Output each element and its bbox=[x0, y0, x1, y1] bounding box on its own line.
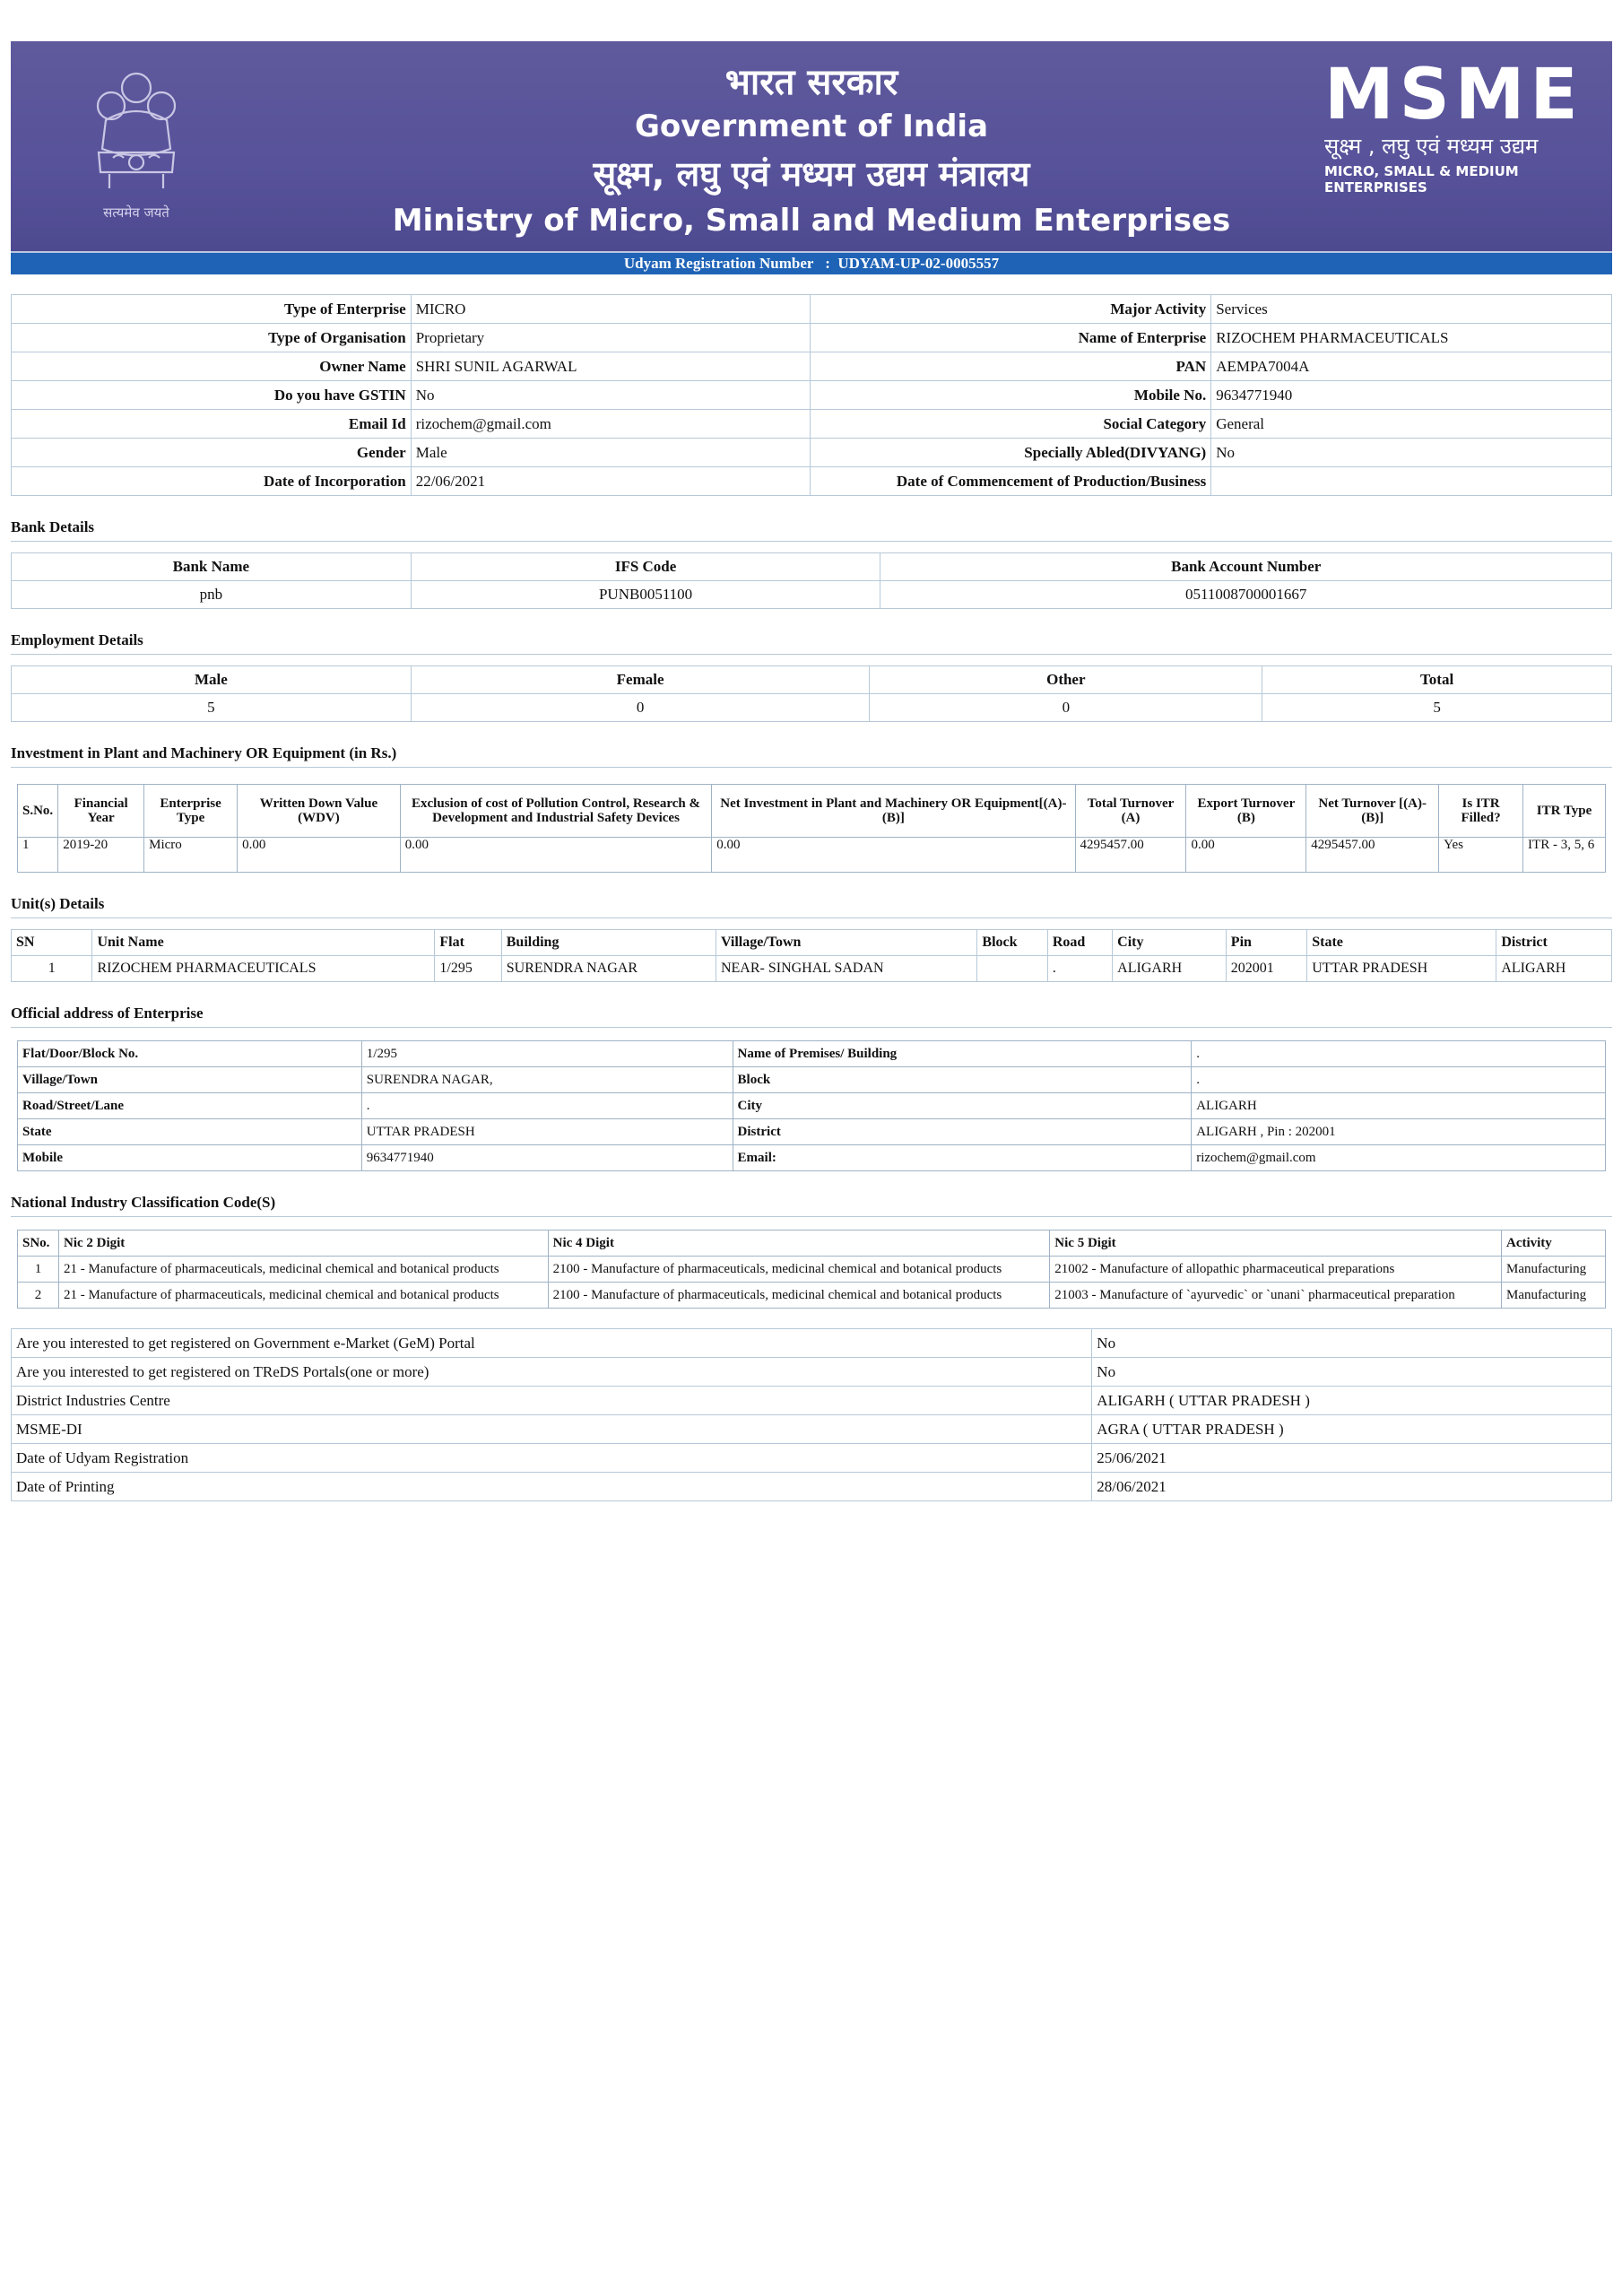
table-cell: 0 bbox=[870, 694, 1262, 722]
field-label: Are you interested to get registered on TReDS Portals(one or more) bbox=[12, 1358, 1092, 1387]
bank-details-heading: Bank Details bbox=[11, 514, 1612, 542]
column-header: Enterprise Type bbox=[144, 785, 238, 838]
column-header: Net Investment in Plant and Machinery OR Equipment[(A)-(B)] bbox=[712, 785, 1075, 838]
svg-text:सत्यमेव जयते: सत्यमेव जयते bbox=[103, 204, 169, 221]
column-header: State bbox=[1307, 930, 1496, 956]
table-cell: 5 bbox=[1262, 694, 1612, 722]
field-value: SURENDRA NAGAR, bbox=[361, 1067, 733, 1093]
field-label: Village/Town bbox=[18, 1067, 362, 1093]
column-header: Activity bbox=[1501, 1231, 1605, 1257]
registration-number-value: UDYAM-UP-02-0005557 bbox=[837, 255, 1000, 272]
table-row bbox=[12, 410, 1612, 439]
official-address-heading: Official address of Enterprise bbox=[11, 1000, 1612, 1028]
field-value: 25/06/2021 bbox=[1092, 1444, 1612, 1473]
field-label: Name of Enterprise bbox=[811, 324, 1211, 352]
field-label: Type of Organisation bbox=[12, 324, 412, 352]
field-value: No bbox=[1092, 1358, 1612, 1387]
employment-details-heading: Employment Details bbox=[11, 627, 1612, 655]
table-cell: UTTAR PRADESH bbox=[1307, 956, 1496, 982]
employment-details-table bbox=[11, 665, 1612, 722]
table-cell bbox=[977, 956, 1047, 982]
column-header: Pin bbox=[1226, 930, 1306, 956]
table-cell: 5 bbox=[12, 694, 412, 722]
table-row bbox=[18, 1119, 1606, 1145]
table-row bbox=[12, 1358, 1612, 1387]
column-header: Village/Town bbox=[716, 930, 976, 956]
field-label: Date of Incorporation bbox=[12, 467, 412, 496]
header-banner bbox=[11, 41, 1612, 251]
field-label: Social Category bbox=[811, 410, 1211, 439]
table-row bbox=[12, 295, 1612, 324]
table-cell: 202001 bbox=[1226, 956, 1306, 982]
registration-number-label: Udyam Registration Number bbox=[623, 255, 814, 272]
table-cell: 0.00 bbox=[712, 838, 1075, 873]
column-header: Total Turnover (A) bbox=[1075, 785, 1186, 838]
field-label: Date of Commencement of Production/Business bbox=[811, 467, 1211, 496]
table-cell: 21002 - Manufacture of allopathic pharmaceutical preparations bbox=[1050, 1257, 1502, 1283]
investment-heading: Investment in Plant and Machinery OR Equipment (in Rs.) bbox=[11, 740, 1612, 768]
field-value: No bbox=[411, 381, 811, 410]
hindi-govt-title: भारत सरकार bbox=[724, 62, 898, 103]
column-header: ITR Type bbox=[1523, 785, 1606, 838]
table-row bbox=[18, 838, 1606, 873]
table-cell: 21 - Manufacture of pharmaceuticals, medicinal chemical and botanical products bbox=[58, 1283, 548, 1309]
field-value: MICRO bbox=[411, 295, 811, 324]
table-row bbox=[12, 694, 1612, 722]
official-address-table bbox=[17, 1040, 1606, 1171]
column-header: Flat bbox=[435, 930, 501, 956]
table-row bbox=[12, 352, 1612, 381]
field-value: 9634771940 bbox=[1211, 381, 1612, 410]
column-header: S.No. bbox=[18, 785, 58, 838]
table-cell: Micro bbox=[144, 838, 238, 873]
bank-details-table bbox=[11, 552, 1612, 609]
field-label: Date of Printing bbox=[12, 1473, 1092, 1501]
units-heading: Unit(s) Details bbox=[11, 891, 1612, 918]
table-row bbox=[12, 381, 1612, 410]
table-row bbox=[12, 581, 1612, 609]
field-value: 9634771940 bbox=[361, 1145, 733, 1171]
nic-heading: National Industry Classification Code(S) bbox=[11, 1189, 1612, 1217]
field-value: 28/06/2021 bbox=[1092, 1473, 1612, 1501]
msme-logo-english: MICRO, SMALL & MEDIUM ENTERPRISES bbox=[1324, 163, 1519, 196]
table-cell: 2019-20 bbox=[58, 838, 144, 873]
field-label: Major Activity bbox=[811, 295, 1211, 324]
registration-number-bar bbox=[11, 251, 1612, 274]
table-cell: 4295457.00 bbox=[1075, 838, 1186, 873]
field-label: Mobile No. bbox=[811, 381, 1211, 410]
table-cell: 2100 - Manufacture of pharmaceuticals, medicinal chemical and botanical products bbox=[548, 1283, 1050, 1309]
field-value: Proprietary bbox=[411, 324, 811, 352]
field-value: No bbox=[1092, 1329, 1612, 1358]
field-label: Specially Abled(DIVYANG) bbox=[811, 439, 1211, 467]
field-label: Date of Udyam Registration bbox=[12, 1444, 1092, 1473]
field-value: 1/295 bbox=[361, 1041, 733, 1067]
field-value: Male bbox=[411, 439, 811, 467]
table-row bbox=[18, 1145, 1606, 1171]
field-value: ALIGARH ( UTTAR PRADESH ) bbox=[1092, 1387, 1612, 1415]
column-header: Net Turnover [(A)-(B)] bbox=[1306, 785, 1439, 838]
table-cell: ITR - 3, 5, 6 bbox=[1523, 838, 1606, 873]
column-header: SN bbox=[12, 930, 92, 956]
column-header: Nic 5 Digit bbox=[1050, 1231, 1502, 1257]
table-cell: . bbox=[1047, 956, 1112, 982]
column-header: Total bbox=[1262, 666, 1612, 694]
table-cell: SURENDRA NAGAR bbox=[501, 956, 716, 982]
table-cell: 0 bbox=[411, 694, 870, 722]
table-row bbox=[12, 1329, 1612, 1358]
msme-logo bbox=[1324, 55, 1593, 196]
table-row bbox=[12, 1415, 1612, 1444]
additional-info-table bbox=[11, 1328, 1612, 1501]
field-label: Road/Street/Lane bbox=[18, 1093, 362, 1119]
field-value: No bbox=[1211, 439, 1612, 467]
field-label: MSME-DI bbox=[12, 1415, 1092, 1444]
table-cell: 0511008700001667 bbox=[880, 581, 1612, 609]
column-header: Unit Name bbox=[92, 930, 435, 956]
column-header: IFS Code bbox=[411, 553, 880, 581]
field-label: Flat/Door/Block No. bbox=[18, 1041, 362, 1067]
column-header: Written Down Value (WDV) bbox=[238, 785, 401, 838]
table-row bbox=[18, 1067, 1606, 1093]
field-value: 22/06/2021 bbox=[411, 467, 811, 496]
column-header: Nic 4 Digit bbox=[548, 1231, 1050, 1257]
table-cell: Manufacturing bbox=[1501, 1283, 1605, 1309]
field-value: . bbox=[1192, 1041, 1606, 1067]
field-label: Are you interested to get registered on Government e-Market (GeM) Portal bbox=[12, 1329, 1092, 1358]
table-row bbox=[18, 1041, 1606, 1067]
column-header: City bbox=[1113, 930, 1227, 956]
field-label: Type of Enterprise bbox=[12, 295, 412, 324]
units-table bbox=[11, 929, 1612, 982]
field-label: Owner Name bbox=[12, 352, 412, 381]
field-value: . bbox=[1192, 1067, 1606, 1093]
table-cell: PUNB0051100 bbox=[411, 581, 880, 609]
table-row bbox=[18, 1283, 1606, 1309]
ministry-title: Ministry of Micro, Small and Medium Enterprises bbox=[392, 203, 1231, 239]
table-row bbox=[12, 467, 1612, 496]
table-row bbox=[12, 1387, 1612, 1415]
field-label: State bbox=[18, 1119, 362, 1145]
column-header: Financial Year bbox=[58, 785, 144, 838]
field-value: rizochem@gmail.com bbox=[411, 410, 811, 439]
column-header: Export Turnover (B) bbox=[1186, 785, 1306, 838]
table-cell: 4295457.00 bbox=[1306, 838, 1439, 873]
msme-logo-hindi: सूक्ष्म , लघु एवं मध्यम उद्यम bbox=[1324, 134, 1539, 159]
table-cell: ALIGARH bbox=[1113, 956, 1227, 982]
field-value: SHRI SUNIL AGARWAL bbox=[411, 352, 811, 381]
table-cell: 0.00 bbox=[238, 838, 401, 873]
table-cell: ALIGARH bbox=[1496, 956, 1612, 982]
table-row bbox=[18, 1257, 1606, 1283]
field-value: . bbox=[361, 1093, 733, 1119]
certificate-page bbox=[11, 41, 1612, 1501]
table-row bbox=[12, 1444, 1612, 1473]
column-header: Road bbox=[1047, 930, 1112, 956]
field-value: ALIGARH , Pin : 202001 bbox=[1192, 1119, 1606, 1145]
column-header: Other bbox=[870, 666, 1262, 694]
column-header: District bbox=[1496, 930, 1612, 956]
field-value: AGRA ( UTTAR PRADESH ) bbox=[1092, 1415, 1612, 1444]
table-cell: Manufacturing bbox=[1501, 1257, 1605, 1283]
table-row bbox=[18, 1093, 1606, 1119]
field-label: City bbox=[733, 1093, 1192, 1119]
field-value: UTTAR PRADESH bbox=[361, 1119, 733, 1145]
hindi-ministry-title: सूक्ष्म, लघु एवं मध्यम उद्यम मंत्रालय bbox=[593, 154, 1030, 194]
field-label: Mobile bbox=[18, 1145, 362, 1171]
govt-title: Government of India bbox=[634, 109, 989, 144]
table-cell: 1 bbox=[18, 1257, 59, 1283]
table-cell: 2100 - Manufacture of pharmaceuticals, medicinal chemical and botanical products bbox=[548, 1257, 1050, 1283]
column-header: Female bbox=[411, 666, 870, 694]
msme-logo-word: MSME bbox=[1324, 55, 1583, 135]
table-cell: 1 bbox=[18, 838, 58, 873]
field-value: General bbox=[1211, 410, 1612, 439]
field-label: Name of Premises/ Building bbox=[733, 1041, 1192, 1067]
field-label: Gender bbox=[12, 439, 412, 467]
table-cell: 1/295 bbox=[435, 956, 501, 982]
column-header: Male bbox=[12, 666, 412, 694]
field-label: District bbox=[733, 1119, 1192, 1145]
nic-table bbox=[17, 1230, 1606, 1309]
column-header: Bank Account Number bbox=[880, 553, 1612, 581]
column-header: SNo. bbox=[18, 1231, 59, 1257]
field-value: rizochem@gmail.com bbox=[1192, 1145, 1606, 1171]
table-row bbox=[12, 439, 1612, 467]
field-label: Do you have GSTIN bbox=[12, 381, 412, 410]
table-row bbox=[12, 956, 1612, 982]
column-header: Exclusion of cost of Pollution Control, Research & Development and Industrial Safety Devices bbox=[400, 785, 711, 838]
registration-separator: : bbox=[825, 255, 830, 272]
table-cell: pnb bbox=[12, 581, 412, 609]
table-cell: 21 - Manufacture of pharmaceuticals, medicinal chemical and botanical products bbox=[58, 1257, 548, 1283]
table-cell: 0.00 bbox=[400, 838, 711, 873]
field-label: District Industries Centre bbox=[12, 1387, 1092, 1415]
table-row bbox=[12, 1473, 1612, 1501]
table-cell: Yes bbox=[1439, 838, 1523, 873]
column-header: Nic 2 Digit bbox=[58, 1231, 548, 1257]
table-cell: 0.00 bbox=[1186, 838, 1306, 873]
enterprise-details-table bbox=[11, 294, 1612, 496]
field-value bbox=[1211, 467, 1612, 496]
field-label: Email Id bbox=[12, 410, 412, 439]
table-cell: 21003 - Manufacture of `ayurvedic` or `unani` pharmaceutical preparation bbox=[1050, 1283, 1502, 1309]
field-value: Services bbox=[1211, 295, 1612, 324]
field-value: ALIGARH bbox=[1192, 1093, 1606, 1119]
table-cell: 2 bbox=[18, 1283, 59, 1309]
investment-table bbox=[17, 784, 1606, 873]
column-header: Is ITR Filled? bbox=[1439, 785, 1523, 838]
table-cell: NEAR- SINGHAL SADAN bbox=[716, 956, 976, 982]
table-cell: 1 bbox=[12, 956, 92, 982]
field-value: AEMPA7004A bbox=[1211, 352, 1612, 381]
field-value: RIZOCHEM PHARMACEUTICALS bbox=[1211, 324, 1612, 352]
field-label: Email: bbox=[733, 1145, 1192, 1171]
field-label: Block bbox=[733, 1067, 1192, 1093]
column-header: Building bbox=[501, 930, 716, 956]
column-header: Block bbox=[977, 930, 1047, 956]
field-label: PAN bbox=[811, 352, 1211, 381]
column-header: Bank Name bbox=[12, 553, 412, 581]
table-row bbox=[12, 324, 1612, 352]
table-cell: RIZOCHEM PHARMACEUTICALS bbox=[92, 956, 435, 982]
